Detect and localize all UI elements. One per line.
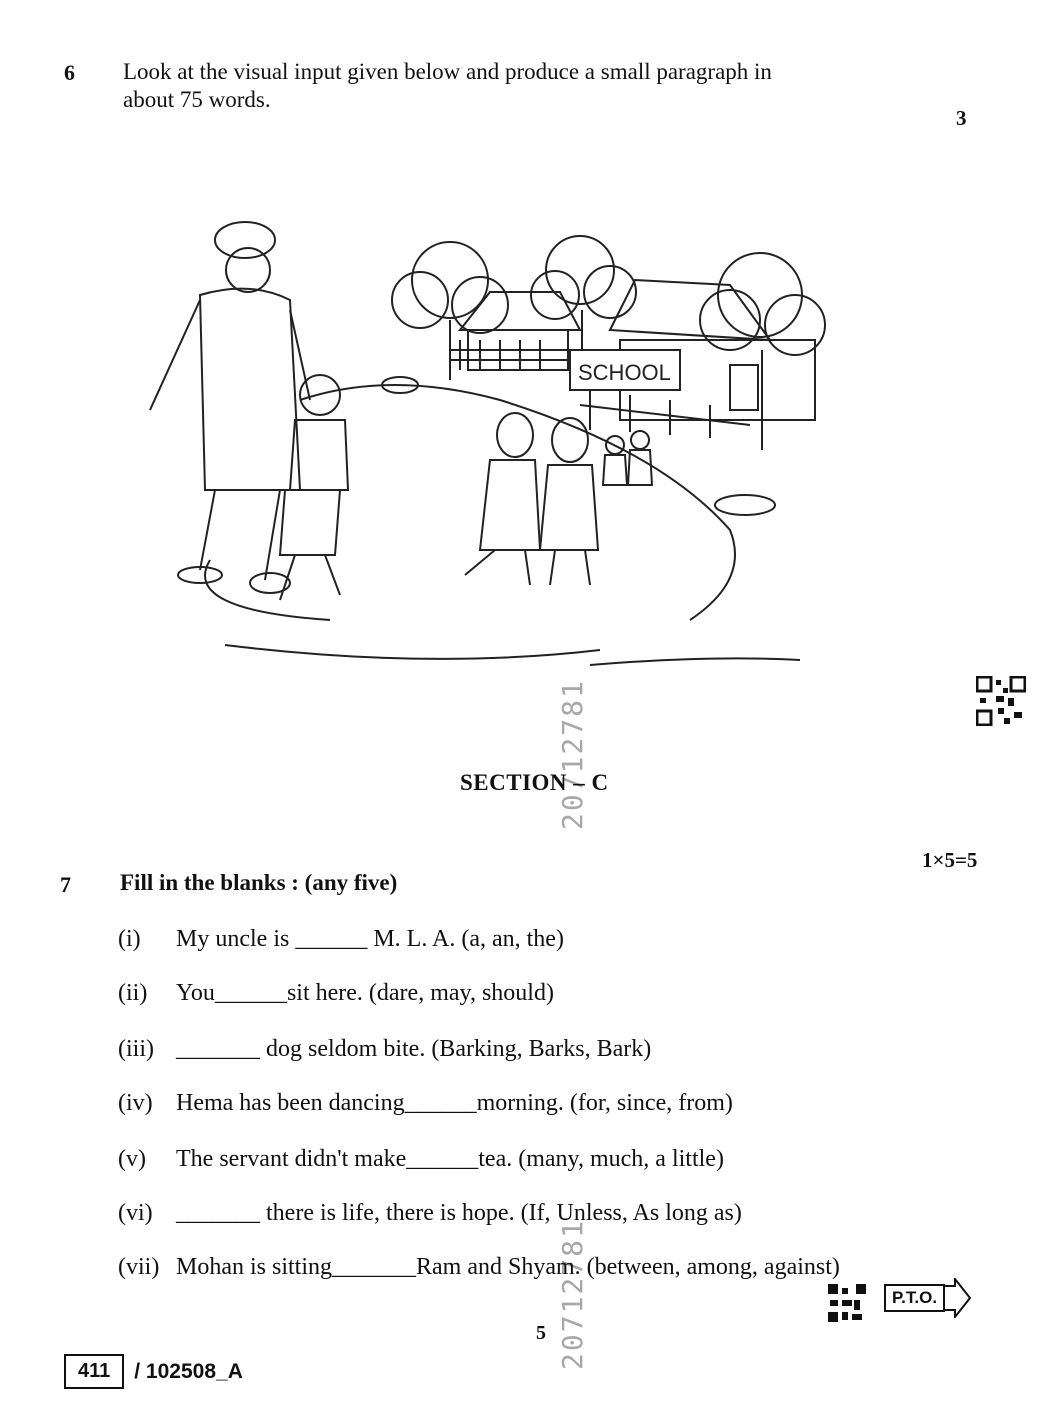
school-sign-text: SCHOOL — [578, 360, 671, 385]
question-6-text — [123, 58, 923, 114]
paper-code-footer — [64, 1354, 243, 1389]
girls-walking-icon — [465, 413, 598, 585]
fill-blank-item — [118, 926, 564, 953]
vertical-stamp-bottom: 20712781 — [556, 1219, 589, 1370]
qr-code-small-icon — [828, 1284, 866, 1322]
qr-code-icon — [976, 676, 1026, 726]
question-7-marks: 1×5=5 — [922, 848, 978, 872]
blank-line: ______ — [214, 980, 287, 1006]
question-6-number: 6 — [64, 60, 75, 85]
blank-line: _______ — [332, 1254, 417, 1280]
question-6-marks: 3 — [956, 106, 967, 130]
item-text-after: Ram and Shyam. (between, among, against) — [416, 1254, 840, 1280]
children-distant-icon — [603, 431, 652, 485]
item-label: (i) — [118, 926, 141, 952]
question-7-heading: Fill in the blanks : (any five) — [120, 870, 398, 895]
fill-blank-item — [118, 980, 554, 1007]
section-title: SECTION – C — [460, 770, 609, 795]
item-text-before: The servant didn't make — [176, 1146, 407, 1172]
subject-code-box: 411 — [64, 1354, 124, 1389]
fill-blank-item — [118, 1200, 742, 1227]
girl-figure-icon — [280, 375, 348, 600]
fill-blank-item — [118, 1090, 733, 1117]
item-text-before: Mohan is sitting — [176, 1254, 333, 1280]
item-text-after: morning. (for, since, from) — [476, 1090, 733, 1116]
question-7-number: 7 — [60, 872, 71, 897]
fill-blank-item — [118, 1254, 840, 1281]
item-label: (iv) — [118, 1090, 153, 1116]
item-text-before: My uncle is — [176, 926, 296, 952]
blank-line: ______ — [404, 1090, 477, 1116]
page-number: 5 — [536, 1322, 546, 1344]
item-label: (iii) — [118, 1036, 154, 1062]
blank-line: ______ — [295, 926, 368, 952]
item-label: (vi) — [118, 1200, 153, 1226]
item-label: (ii) — [118, 980, 148, 1006]
paper-code: / 102508_A — [134, 1359, 243, 1383]
man-figure-icon — [150, 222, 310, 593]
item-label: (vii) — [118, 1254, 160, 1280]
item-label: (v) — [118, 1146, 146, 1172]
item-text-before: Hema has been dancing — [176, 1090, 405, 1116]
blank-line: _______ — [176, 1200, 260, 1226]
item-text-after: M. L. A. (a, an, the) — [367, 926, 564, 952]
item-text-after: tea. (many, much, a little) — [478, 1146, 724, 1172]
fill-blank-item — [118, 1146, 724, 1173]
question-6-line2: about 75 words. — [123, 87, 271, 112]
visual-input-illustration — [130, 200, 850, 680]
pto-label: P.T.O. — [884, 1284, 945, 1312]
blank-line: _______ — [176, 1036, 260, 1062]
item-text-after: there is life, there is hope. (If, Unless, As long as) — [260, 1200, 742, 1226]
fill-blank-item — [118, 1036, 651, 1063]
item-text-after: dog seldom bite. (Barking, Barks, Bark) — [260, 1036, 652, 1062]
item-text-before: You — [176, 980, 215, 1006]
arrow-right-icon — [945, 1278, 971, 1318]
blank-line: ______ — [406, 1146, 479, 1172]
pto-marker — [884, 1278, 971, 1318]
item-text-after: sit here. (dare, may, should) — [286, 980, 554, 1006]
vertical-stamp-top: 20712781 — [556, 679, 589, 830]
question-6-line1: Look at the visual input given below and produce a small paragraph in — [123, 59, 772, 84]
